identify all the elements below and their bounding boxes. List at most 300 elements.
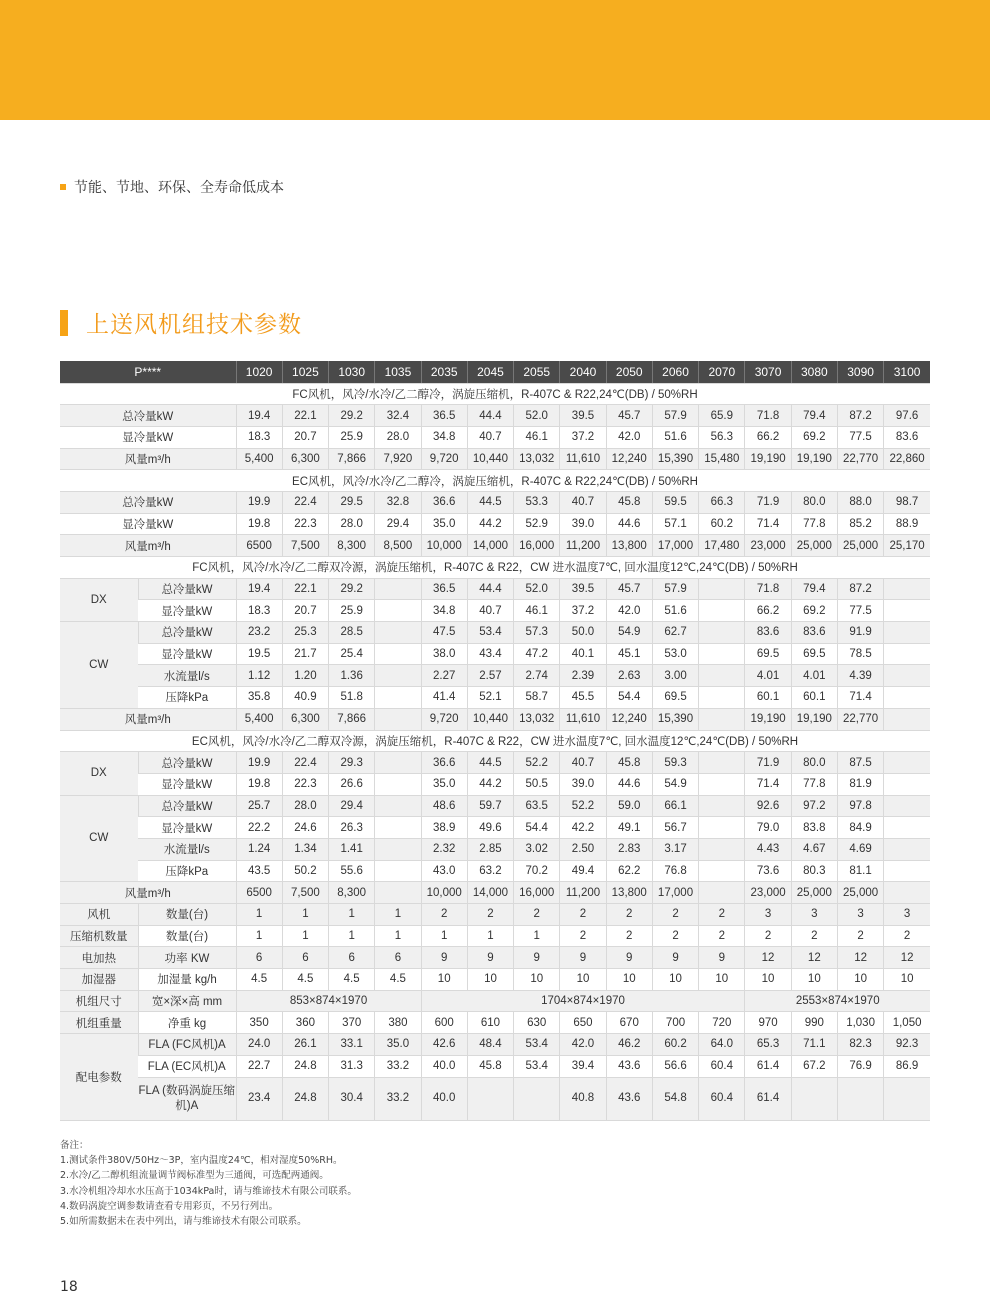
value-cell: 2 bbox=[421, 904, 467, 926]
model-column-header: 2060 bbox=[652, 361, 698, 383]
value-cell: 29.2 bbox=[329, 405, 375, 427]
value-cell: 69.5 bbox=[745, 643, 791, 665]
value-cell: 40.8 bbox=[560, 1077, 606, 1120]
spec-table bbox=[60, 361, 930, 1121]
value-cell: 54.9 bbox=[606, 622, 652, 644]
value-cell: 22,770 bbox=[837, 708, 883, 730]
value-cell: 1,050 bbox=[884, 1012, 930, 1034]
table-row bbox=[60, 947, 930, 969]
value-cell: 17,000 bbox=[652, 882, 698, 904]
value-cell: 55.6 bbox=[329, 860, 375, 882]
value-cell: 49.6 bbox=[467, 817, 513, 839]
value-cell: 2 bbox=[652, 925, 698, 947]
value-cell: 17,000 bbox=[652, 535, 698, 557]
value-cell: 22.3 bbox=[282, 513, 328, 535]
value-cell: 36.5 bbox=[421, 578, 467, 600]
value-cell: 9 bbox=[652, 947, 698, 969]
value-cell: 40.0 bbox=[421, 1055, 467, 1077]
value-cell: 22,860 bbox=[884, 448, 930, 470]
value-cell: 25.9 bbox=[329, 600, 375, 622]
value-cell bbox=[884, 752, 930, 774]
value-cell: 43.0 bbox=[421, 860, 467, 882]
row-label: 总冷量kW bbox=[60, 491, 236, 513]
value-cell: 83.6 bbox=[884, 426, 930, 448]
note-line: 5.如所需数据未在表中列出，请与维谛技术有限公司联系。 bbox=[60, 1216, 307, 1228]
value-cell: 59.3 bbox=[652, 752, 698, 774]
value-cell: 24.6 bbox=[282, 817, 328, 839]
table-row bbox=[60, 904, 930, 926]
value-cell: 91.9 bbox=[837, 622, 883, 644]
value-cell: 48.6 bbox=[421, 795, 467, 817]
value-cell: 48.4 bbox=[467, 1034, 513, 1056]
value-cell: 36.5 bbox=[421, 405, 467, 427]
value-cell: 28.5 bbox=[329, 622, 375, 644]
value-cell: 7,500 bbox=[282, 535, 328, 557]
value-cell: 610 bbox=[467, 1012, 513, 1034]
value-cell bbox=[699, 708, 745, 730]
value-cell: 63.5 bbox=[514, 795, 560, 817]
value-cell: 6 bbox=[282, 947, 328, 969]
value-cell: 45.1 bbox=[606, 643, 652, 665]
value-cell: 36.6 bbox=[421, 752, 467, 774]
value-cell: 24.0 bbox=[236, 1034, 282, 1056]
value-cell: 6 bbox=[236, 947, 282, 969]
value-cell: 34.8 bbox=[421, 600, 467, 622]
value-cell: 4.01 bbox=[791, 665, 837, 687]
value-cell: 47.5 bbox=[421, 622, 467, 644]
value-cell: 71.8 bbox=[745, 578, 791, 600]
value-cell: 4.39 bbox=[837, 665, 883, 687]
value-cell: 54.4 bbox=[514, 817, 560, 839]
value-cell: 45.8 bbox=[606, 491, 652, 513]
value-cell: 64.0 bbox=[699, 1034, 745, 1056]
value-cell: 49.4 bbox=[560, 860, 606, 882]
value-cell: 2 bbox=[745, 925, 791, 947]
table-row bbox=[60, 817, 930, 839]
value-cell: 32.8 bbox=[375, 491, 421, 513]
value-cell: 43.6 bbox=[606, 1055, 652, 1077]
group-label: 配电参数 bbox=[60, 1034, 138, 1120]
value-cell: 2.63 bbox=[606, 665, 652, 687]
value-cell: 57.9 bbox=[652, 578, 698, 600]
table-row bbox=[60, 1012, 930, 1034]
value-cell: 25,000 bbox=[837, 882, 883, 904]
value-cell: 46.1 bbox=[514, 600, 560, 622]
value-cell: 9 bbox=[560, 947, 606, 969]
value-cell: 7,920 bbox=[375, 448, 421, 470]
value-cell: 71.8 bbox=[745, 405, 791, 427]
value-cell: 40.7 bbox=[467, 600, 513, 622]
group-label: CW bbox=[60, 622, 138, 709]
value-cell: 65.9 bbox=[699, 405, 745, 427]
value-cell: 42.2 bbox=[560, 817, 606, 839]
value-cell: 66.3 bbox=[699, 491, 745, 513]
value-cell: 12,240 bbox=[606, 708, 652, 730]
table-row bbox=[60, 752, 930, 774]
value-cell: 80.0 bbox=[791, 491, 837, 513]
table-row bbox=[60, 969, 930, 991]
value-cell: 80.3 bbox=[791, 860, 837, 882]
value-cell: 25.9 bbox=[329, 426, 375, 448]
value-cell: 3.00 bbox=[652, 665, 698, 687]
value-cell: 4.5 bbox=[236, 969, 282, 991]
model-column-header: 2035 bbox=[421, 361, 467, 383]
value-cell: 9,720 bbox=[421, 448, 467, 470]
value-cell: 2.74 bbox=[514, 665, 560, 687]
value-cell: 35.0 bbox=[421, 513, 467, 535]
row-label: 压降kPa bbox=[138, 860, 236, 882]
value-cell: 2.50 bbox=[560, 838, 606, 860]
value-cell: 59.5 bbox=[652, 491, 698, 513]
value-cell: 22.1 bbox=[282, 405, 328, 427]
value-cell: 2 bbox=[699, 925, 745, 947]
value-cell: 66.2 bbox=[745, 426, 791, 448]
value-cell: 360 bbox=[282, 1012, 328, 1034]
value-cell: 19.4 bbox=[236, 405, 282, 427]
value-cell: 600 bbox=[421, 1012, 467, 1034]
value-cell: 32.4 bbox=[375, 405, 421, 427]
value-cell: 54.8 bbox=[652, 1077, 698, 1120]
value-cell bbox=[375, 687, 421, 709]
value-cell: 45.8 bbox=[606, 752, 652, 774]
value-cell: 58.7 bbox=[514, 687, 560, 709]
row-label: 风量m³/h bbox=[60, 882, 236, 904]
value-cell: 6 bbox=[329, 947, 375, 969]
value-cell: 9,720 bbox=[421, 708, 467, 730]
value-cell: 29.2 bbox=[329, 578, 375, 600]
row-label: FLA (数码涡旋压缩机)A bbox=[138, 1077, 236, 1120]
value-cell: 56.3 bbox=[699, 426, 745, 448]
row-label: 宽×深×高 mm bbox=[138, 990, 236, 1012]
row-label: FLA (EC风机)A bbox=[138, 1055, 236, 1077]
value-cell: 670 bbox=[606, 1012, 652, 1034]
value-cell: 19.5 bbox=[236, 643, 282, 665]
value-cell: 9 bbox=[467, 947, 513, 969]
table-row bbox=[60, 470, 930, 492]
value-cell: 6,300 bbox=[282, 708, 328, 730]
value-cell: 53.4 bbox=[467, 622, 513, 644]
value-cell: 380 bbox=[375, 1012, 421, 1034]
value-cell: 79.4 bbox=[791, 578, 837, 600]
value-cell: 5,400 bbox=[236, 708, 282, 730]
value-cell bbox=[375, 882, 421, 904]
value-cell: 23.4 bbox=[236, 1077, 282, 1120]
value-cell bbox=[884, 600, 930, 622]
value-cell: 4.5 bbox=[282, 969, 328, 991]
value-cell: 42.0 bbox=[606, 426, 652, 448]
value-cell: 19,190 bbox=[791, 708, 837, 730]
value-cell: 24.8 bbox=[282, 1077, 328, 1120]
section-heading: FC风机，风冷/水冷/乙二醇双冷源，涡旋压缩机，R-407C & R22，CW 进水温度7℃, 回水温度12℃,24℃(DB) / 50%RH bbox=[60, 557, 930, 579]
value-cell: 59.7 bbox=[467, 795, 513, 817]
table-row bbox=[60, 860, 930, 882]
value-cell bbox=[884, 817, 930, 839]
value-cell: 970 bbox=[745, 1012, 791, 1034]
table-row bbox=[60, 448, 930, 470]
model-header: P**** bbox=[60, 361, 236, 383]
value-cell bbox=[884, 860, 930, 882]
value-cell: 52.9 bbox=[514, 513, 560, 535]
value-cell: 77.5 bbox=[837, 426, 883, 448]
value-cell: 73.6 bbox=[745, 860, 791, 882]
value-cell: 7,866 bbox=[329, 448, 375, 470]
value-cell bbox=[375, 795, 421, 817]
value-cell: 10 bbox=[791, 969, 837, 991]
value-cell: 12 bbox=[791, 947, 837, 969]
value-cell: 42.0 bbox=[606, 600, 652, 622]
value-cell: 26.1 bbox=[282, 1034, 328, 1056]
value-cell bbox=[375, 708, 421, 730]
value-cell: 42.6 bbox=[421, 1034, 467, 1056]
value-cell: 17,480 bbox=[699, 535, 745, 557]
value-cell: 10 bbox=[745, 969, 791, 991]
value-cell: 3 bbox=[837, 904, 883, 926]
bullet-square-icon bbox=[60, 184, 66, 190]
value-cell: 67.2 bbox=[791, 1055, 837, 1077]
value-cell: 1.20 bbox=[282, 665, 328, 687]
value-cell: 44.4 bbox=[467, 405, 513, 427]
value-cell: 11,200 bbox=[560, 535, 606, 557]
value-cell: 9 bbox=[421, 947, 467, 969]
value-cell: 54.9 bbox=[652, 773, 698, 795]
row-label: FLA (FC风机)A bbox=[138, 1034, 236, 1056]
value-cell: 28.0 bbox=[282, 795, 328, 817]
value-cell: 2 bbox=[560, 925, 606, 947]
value-cell: 41.4 bbox=[421, 687, 467, 709]
group-label: 机组尺寸 bbox=[60, 990, 138, 1012]
row-label: 显冷量kW bbox=[138, 773, 236, 795]
value-cell bbox=[884, 687, 930, 709]
value-cell: 25,170 bbox=[884, 535, 930, 557]
page-number: 18 bbox=[60, 1279, 78, 1295]
value-cell: 19,190 bbox=[745, 708, 791, 730]
value-cell: 92.3 bbox=[884, 1034, 930, 1056]
feature-bullet-text: 节能、节地、环保、全寿命低成本 bbox=[74, 180, 284, 196]
value-cell: 44.5 bbox=[467, 752, 513, 774]
value-cell: 87.5 bbox=[837, 752, 883, 774]
row-label: 总冷量kW bbox=[138, 578, 236, 600]
value-cell: 22.2 bbox=[236, 817, 282, 839]
value-cell: 4.43 bbox=[745, 838, 791, 860]
table-row bbox=[60, 795, 930, 817]
value-cell: 22.7 bbox=[236, 1055, 282, 1077]
value-cell: 4.69 bbox=[837, 838, 883, 860]
value-cell: 35.0 bbox=[375, 1034, 421, 1056]
value-cell: 56.7 bbox=[652, 817, 698, 839]
value-cell: 8,500 bbox=[375, 535, 421, 557]
value-cell: 9 bbox=[699, 947, 745, 969]
value-cell bbox=[884, 578, 930, 600]
value-cell: 720 bbox=[699, 1012, 745, 1034]
value-cell: 51.6 bbox=[652, 426, 698, 448]
value-cell: 77.5 bbox=[837, 600, 883, 622]
value-cell: 3 bbox=[884, 904, 930, 926]
value-cell: 13,032 bbox=[514, 448, 560, 470]
value-cell: 1 bbox=[375, 904, 421, 926]
value-cell: 56.6 bbox=[652, 1055, 698, 1077]
value-cell: 84.9 bbox=[837, 817, 883, 839]
model-column-header: 1030 bbox=[329, 361, 375, 383]
table-row bbox=[60, 773, 930, 795]
value-cell: 24.8 bbox=[282, 1055, 328, 1077]
value-cell bbox=[699, 687, 745, 709]
value-cell bbox=[375, 622, 421, 644]
value-cell: 65.3 bbox=[745, 1034, 791, 1056]
value-cell: 2.39 bbox=[560, 665, 606, 687]
value-cell: 12 bbox=[837, 947, 883, 969]
value-cell: 92.6 bbox=[745, 795, 791, 817]
table-row bbox=[60, 730, 930, 752]
value-cell: 19,190 bbox=[791, 448, 837, 470]
value-cell: 1 bbox=[329, 925, 375, 947]
row-label: 水流量l/s bbox=[138, 838, 236, 860]
value-cell: 2 bbox=[884, 925, 930, 947]
value-cell: 69.2 bbox=[791, 600, 837, 622]
value-cell: 10,440 bbox=[467, 448, 513, 470]
value-cell: 71.4 bbox=[745, 773, 791, 795]
value-cell: 31.3 bbox=[329, 1055, 375, 1077]
table-row bbox=[60, 925, 930, 947]
value-cell: 28.0 bbox=[329, 513, 375, 535]
value-cell bbox=[884, 795, 930, 817]
value-cell: 2 bbox=[699, 904, 745, 926]
value-cell: 15,390 bbox=[652, 708, 698, 730]
row-label: 显冷量kW bbox=[60, 513, 236, 535]
value-cell: 62.7 bbox=[652, 622, 698, 644]
value-cell: 51.8 bbox=[329, 687, 375, 709]
value-cell: 9 bbox=[514, 947, 560, 969]
model-column-header: 2045 bbox=[467, 361, 513, 383]
table-row bbox=[60, 513, 930, 535]
value-cell: 23,000 bbox=[745, 882, 791, 904]
value-cell: 700 bbox=[652, 1012, 698, 1034]
value-cell bbox=[884, 773, 930, 795]
value-cell: 6,300 bbox=[282, 448, 328, 470]
value-cell: 6 bbox=[375, 947, 421, 969]
value-cell bbox=[375, 643, 421, 665]
value-cell: 87.2 bbox=[837, 578, 883, 600]
note-line: 1.测试条件380V/50Hz～3P，室内温度24℃，相对湿度50%RH。 bbox=[60, 1155, 343, 1167]
value-cell: 57.9 bbox=[652, 405, 698, 427]
value-cell: 39.5 bbox=[560, 405, 606, 427]
value-cell: 82.3 bbox=[837, 1034, 883, 1056]
value-cell: 18.3 bbox=[236, 600, 282, 622]
value-cell: 88.9 bbox=[884, 513, 930, 535]
value-cell: 9 bbox=[606, 947, 652, 969]
value-cell: 26.6 bbox=[329, 773, 375, 795]
value-cell: 2 bbox=[560, 904, 606, 926]
value-cell: 40.0 bbox=[421, 1077, 467, 1120]
value-cell: 5,400 bbox=[236, 448, 282, 470]
value-cell: 15,390 bbox=[652, 448, 698, 470]
value-cell: 40.7 bbox=[560, 752, 606, 774]
notes bbox=[60, 1138, 357, 1229]
value-cell: 2.32 bbox=[421, 838, 467, 860]
table-row bbox=[60, 687, 930, 709]
table-row bbox=[60, 1055, 930, 1077]
value-cell: 29.4 bbox=[329, 795, 375, 817]
value-cell: 26.3 bbox=[329, 817, 375, 839]
value-cell: 40.9 bbox=[282, 687, 328, 709]
value-cell: 52.2 bbox=[560, 795, 606, 817]
value-cell bbox=[699, 882, 745, 904]
value-cell: 29.3 bbox=[329, 752, 375, 774]
value-cell: 1 bbox=[329, 904, 375, 926]
value-cell: 49.1 bbox=[606, 817, 652, 839]
table-row bbox=[60, 361, 930, 383]
model-column-header: 1035 bbox=[375, 361, 421, 383]
value-cell: 22.1 bbox=[282, 578, 328, 600]
value-cell: 19.9 bbox=[236, 752, 282, 774]
row-label: 加湿量 kg/h bbox=[138, 969, 236, 991]
value-cell: 52.1 bbox=[467, 687, 513, 709]
value-cell: 22.4 bbox=[282, 752, 328, 774]
value-cell: 85.2 bbox=[837, 513, 883, 535]
value-cell bbox=[837, 1077, 883, 1120]
value-cell: 1 bbox=[467, 925, 513, 947]
value-cell: 76.8 bbox=[652, 860, 698, 882]
group-label: CW bbox=[60, 795, 138, 882]
value-cell: 10,440 bbox=[467, 708, 513, 730]
value-cell: 6500 bbox=[236, 535, 282, 557]
value-cell: 2.57 bbox=[467, 665, 513, 687]
row-label: 显冷量kW bbox=[138, 817, 236, 839]
value-cell: 39.4 bbox=[560, 1055, 606, 1077]
value-cell: 60.2 bbox=[652, 1034, 698, 1056]
row-label: 风量m³/h bbox=[60, 448, 236, 470]
row-label: 水流量l/s bbox=[138, 665, 236, 687]
value-cell: 53.3 bbox=[514, 491, 560, 513]
value-cell: 13,032 bbox=[514, 708, 560, 730]
table-row bbox=[60, 426, 930, 448]
value-cell: 12 bbox=[884, 947, 930, 969]
model-column-header: 3100 bbox=[884, 361, 930, 383]
group-label: 机组重量 bbox=[60, 1012, 138, 1034]
value-cell bbox=[699, 622, 745, 644]
value-cell: 25,000 bbox=[791, 882, 837, 904]
value-cell bbox=[884, 643, 930, 665]
value-cell: 21.7 bbox=[282, 643, 328, 665]
value-cell: 2 bbox=[467, 904, 513, 926]
size-cell: 1704×874×1970 bbox=[421, 990, 745, 1012]
value-cell: 22.3 bbox=[282, 773, 328, 795]
value-cell bbox=[375, 578, 421, 600]
value-cell: 60.2 bbox=[699, 513, 745, 535]
model-column-header: 3090 bbox=[837, 361, 883, 383]
value-cell: 57.1 bbox=[652, 513, 698, 535]
value-cell: 36.6 bbox=[421, 491, 467, 513]
value-cell: 35.0 bbox=[421, 773, 467, 795]
value-cell bbox=[699, 600, 745, 622]
value-cell: 8,300 bbox=[329, 535, 375, 557]
value-cell: 53.0 bbox=[652, 643, 698, 665]
size-cell: 853×874×1970 bbox=[236, 990, 421, 1012]
value-cell: 33.2 bbox=[375, 1077, 421, 1120]
value-cell: 1.12 bbox=[236, 665, 282, 687]
value-cell: 3 bbox=[745, 904, 791, 926]
value-cell: 44.4 bbox=[467, 578, 513, 600]
value-cell: 63.2 bbox=[467, 860, 513, 882]
table-row bbox=[60, 578, 930, 600]
section-title bbox=[60, 306, 302, 339]
value-cell: 61.4 bbox=[745, 1055, 791, 1077]
value-cell: 10,000 bbox=[421, 535, 467, 557]
value-cell: 69.5 bbox=[652, 687, 698, 709]
value-cell: 3.02 bbox=[514, 838, 560, 860]
value-cell: 40.1 bbox=[560, 643, 606, 665]
group-label: 风机 bbox=[60, 904, 138, 926]
value-cell: 11,610 bbox=[560, 708, 606, 730]
